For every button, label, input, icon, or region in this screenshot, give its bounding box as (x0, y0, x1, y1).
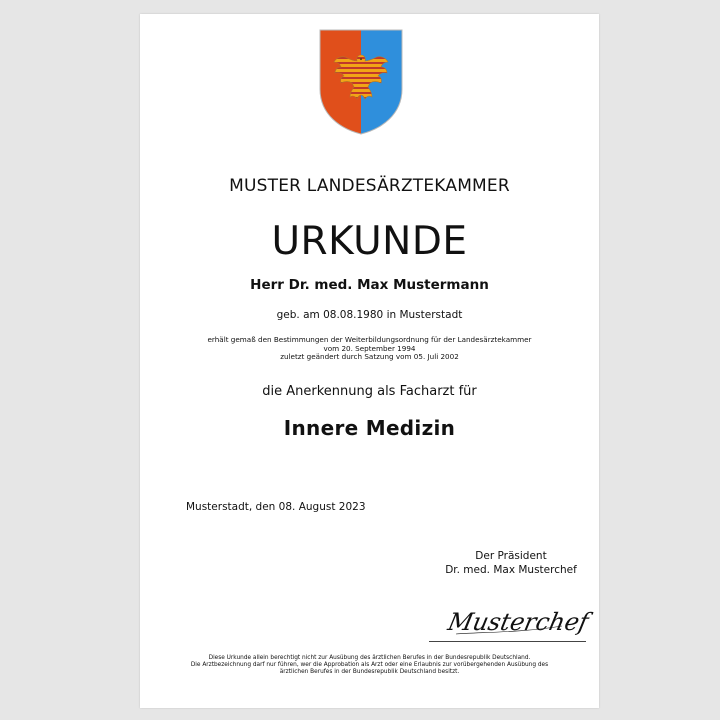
grant-line: die Anerkennung als Facharzt für (262, 384, 477, 399)
legal-line: erhält gemaß den Bestimmungen der Weiterbildungsordnung für der Landesärztekammer (207, 335, 532, 344)
footer-line: ärztlichen Berufes in der Bundesrepublik Deutschland besitzt. (279, 669, 460, 676)
recipient-name: Herr Dr. med. Max Mustermann (250, 277, 489, 293)
coat-of-arms-icon (319, 29, 403, 135)
legal-line: zuletzt geändert durch Satzung vom 05. Juli 2002 (280, 352, 459, 362)
certificate-page (140, 14, 599, 708)
signatory-role: Der Präsident (475, 550, 547, 562)
footer-line: Diese Urkunde allein berechtigt nicht zur Ausübung des ärztlichen Berufes in der Bundesrepublik Deutschland. (208, 655, 531, 661)
footer-line: Die Arztbezeichnung darf nur führen, wer die Approbation als Arzt oder eine Erlaubnis zur vorübergehenden Ausübung des (190, 662, 549, 669)
birth-line: geb. am 08.08.1980 in Musterstadt (276, 309, 463, 321)
signature-text: Musterchef (445, 607, 592, 636)
handwritten-signature (445, 596, 592, 644)
specialty-title: Innere Medizin (283, 416, 456, 440)
place-and-date: Musterstadt, den 08. August 2023 (186, 501, 366, 513)
legal-basis (140, 336, 599, 362)
document-title: URKUNDE (271, 219, 468, 264)
legal-line: vom 20. September 1994 (323, 343, 416, 353)
signatory-name: Dr. med. Max Musterchef (445, 564, 577, 576)
signatory-block (431, 549, 591, 577)
issuer-name: MUSTER LANDESÄRZTEKAMMER (229, 176, 510, 196)
legal-footer (140, 655, 599, 677)
signature-line (429, 641, 586, 642)
